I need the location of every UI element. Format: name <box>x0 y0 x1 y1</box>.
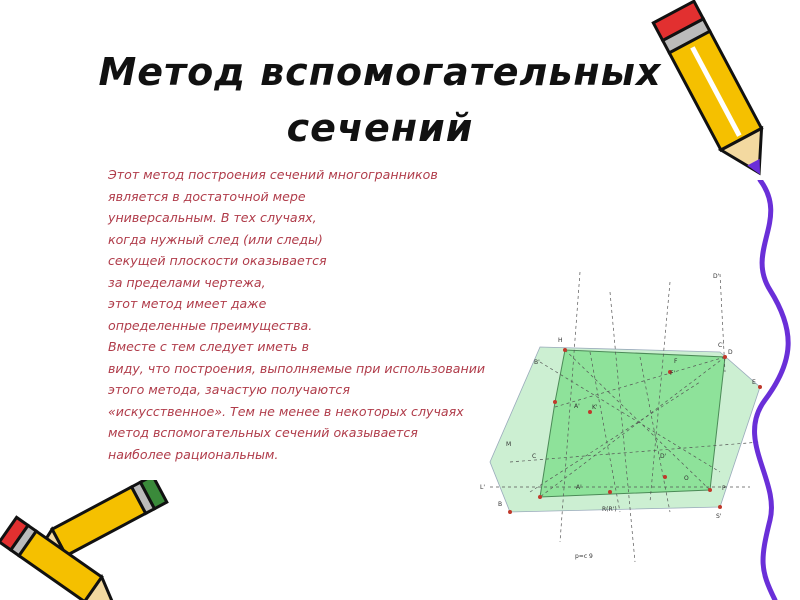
text-line: определенные преимущества. <box>108 317 313 333</box>
label-note: p=c 9 <box>575 553 593 560</box>
pencil-icon <box>640 0 800 190</box>
text-line: Этот метод построения сечений многогранников <box>108 167 438 182</box>
text-line: этот метод имеет даже <box>108 296 267 311</box>
text-line: «искусственное». Тем не менее в некоторых случаях <box>108 403 464 419</box>
label-O: O <box>684 475 689 482</box>
text-line: Вместе с тем следует иметь в <box>108 339 310 354</box>
title-line-1: Метод вспомогательных <box>98 50 662 94</box>
text-line: наиболее рациональным. <box>108 446 279 462</box>
label-E: E <box>752 379 756 386</box>
text-line: является в достаточной мере <box>108 188 306 204</box>
label-B: B <box>498 501 503 508</box>
pencils-icon <box>0 480 170 600</box>
text-line: виду, что построения, выполняемые при использовании <box>108 360 486 376</box>
title-line-2: сечений <box>286 106 474 150</box>
label-Fp: F' <box>670 370 676 377</box>
label-Ap: A' <box>576 484 582 491</box>
label-R: R(R') <box>602 506 617 513</box>
body-paragraph <box>108 164 528 465</box>
label-H: H <box>558 337 563 344</box>
label-Lp: L' <box>480 484 485 491</box>
label-Dp: D' <box>660 453 667 460</box>
text-line: метод вспомогательных сечений оказывается <box>108 425 418 440</box>
text-line: универсальным. В тех случаях, <box>108 210 317 225</box>
label-Sp: S' <box>716 513 722 520</box>
polyhedron-section-figure <box>470 262 770 562</box>
label-P: P <box>722 485 726 492</box>
label-F: F <box>674 358 678 365</box>
label-D1: D' <box>713 273 720 280</box>
label-C1: C' <box>718 342 724 349</box>
section-polygon <box>540 350 725 497</box>
label-C: C <box>532 453 537 460</box>
slide-title <box>60 44 700 156</box>
label-Kp: K' <box>592 404 598 411</box>
label-M: M <box>506 441 512 448</box>
label-A1: A' <box>574 403 580 410</box>
text-line: секущей плоскости оказывается <box>108 253 327 268</box>
text-line: за пределами чертежа, <box>108 274 266 290</box>
label-D: D <box>728 349 733 356</box>
text-line: когда нужный след (или следы) <box>108 231 323 247</box>
text-line: этого метода, зачастую получаются <box>108 382 350 397</box>
squiggle-line <box>740 180 800 600</box>
label-B1: B' <box>534 359 540 366</box>
